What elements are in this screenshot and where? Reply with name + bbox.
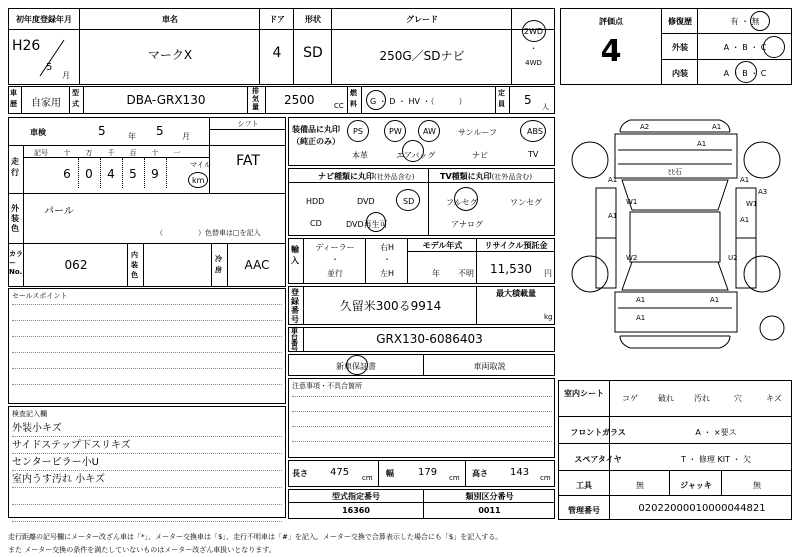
- diagram-a1-left: A1: [608, 176, 618, 184]
- inspector-note: センターピラー小U: [12, 454, 282, 471]
- shift-value: FAT: [236, 153, 260, 169]
- body-shape: SD: [303, 45, 323, 61]
- height-unit: cm: [540, 474, 551, 482]
- sales-point-line: [12, 320, 282, 321]
- inspector-blank-line: [12, 488, 282, 505]
- inspector-note: 室内うす汚れ 小キズ: [12, 471, 282, 488]
- jack-label: ジャッキ: [680, 481, 712, 490]
- hdd-option: HDD: [306, 197, 325, 206]
- odometer-unit-label: 万: [85, 149, 93, 157]
- designation-label: 型式指定番号: [332, 492, 380, 501]
- odometer-digit: 6: [63, 167, 71, 181]
- seat-column-1: 破れ: [658, 394, 674, 403]
- inspection-year: 5: [98, 124, 106, 138]
- registration-label: 登録番号: [291, 288, 299, 324]
- name-label: 車名: [162, 15, 178, 24]
- shift-label: シフト: [237, 120, 259, 128]
- diagram-a3-right: A3: [758, 188, 768, 196]
- registration-number: 久留米300る9914: [339, 299, 442, 313]
- parallel-option: 並行: [327, 269, 343, 278]
- dealer-option: ディーラー: [315, 243, 355, 252]
- right-hand-option: 右H: [379, 243, 394, 252]
- odometer-unit-label: 一: [173, 149, 181, 157]
- odometer-separator: [144, 158, 145, 188]
- odometer-unit-label: 千: [107, 149, 115, 157]
- sales-point-line: [12, 384, 282, 385]
- first-reg-year: H26: [12, 38, 41, 54]
- sales-point-line: [12, 336, 282, 337]
- drive-2wd: 2WD: [523, 27, 544, 36]
- length-unit: cm: [362, 474, 373, 482]
- length-label: 長さ: [292, 469, 308, 478]
- month-unit: 月: [62, 71, 70, 80]
- manual-label: 車両取説: [473, 362, 506, 371]
- door-count: 4: [272, 45, 282, 61]
- leather-option: 本革: [352, 151, 368, 160]
- class-number: 0011: [478, 506, 501, 515]
- exterior-color: パール: [44, 206, 74, 217]
- management-number: 02022000010000044821: [638, 503, 766, 514]
- odometer-unit-label: 十: [63, 149, 71, 157]
- mileage-label: 走行: [11, 157, 19, 177]
- tools-label: 工具: [576, 481, 592, 490]
- equipment-label: 装備品に丸印（純正のみ）: [292, 125, 340, 146]
- odometer-separator: [100, 158, 101, 188]
- jack-value: 無: [753, 481, 761, 490]
- management-label: 管理番号: [568, 506, 600, 515]
- odometer-digit: 9: [151, 167, 159, 181]
- diagram-wheel-fr: [744, 142, 780, 178]
- diagram-a2-front: A2: [640, 123, 650, 131]
- diagram-a1-right2: A1: [740, 216, 750, 224]
- inspection-label: 車検: [30, 128, 46, 137]
- diagram-a1-rear: A1: [636, 296, 646, 304]
- width-value: 179: [418, 467, 438, 478]
- color-note: （ ）色替車は□を記入: [156, 229, 261, 237]
- diagram-w1-right: W1: [746, 200, 758, 208]
- capacity-unit: 人: [542, 103, 549, 111]
- guarantee-label: 新車保証書: [336, 362, 376, 371]
- shape-label: 形状: [305, 15, 321, 24]
- km-label: km: [192, 176, 205, 185]
- odometer-unit-label: 十: [151, 149, 159, 157]
- model-year-unknown: 不明: [458, 269, 474, 278]
- model-year-label: モデル年式: [422, 241, 463, 250]
- sales-point-box: [8, 288, 286, 404]
- seat-column-2: 汚れ: [694, 394, 710, 403]
- diagram-u2: U2: [728, 254, 738, 262]
- dvd-play-circle: [366, 212, 386, 232]
- door-label: ドア: [269, 15, 285, 24]
- odometer-separator: [78, 158, 79, 188]
- diagram-a1-left2: A1: [608, 212, 618, 220]
- tv-type-label: TV種類に丸印(社外品含む): [440, 172, 533, 181]
- diagram-wheel-rr: [744, 256, 780, 292]
- chassis-label: 車台番号: [291, 327, 298, 353]
- notes-line: [292, 396, 552, 397]
- sales-point-line: [12, 304, 282, 305]
- sales-point-line: [12, 352, 282, 353]
- recycle-fee: 11,530: [490, 262, 532, 276]
- width-label: 幅: [386, 469, 394, 478]
- exterior-c-circle: [763, 36, 785, 58]
- fullseg-circle: [454, 187, 478, 211]
- import-label: 輸入: [291, 245, 299, 265]
- length-value: 475: [330, 467, 350, 478]
- car-diagram: [560, 110, 792, 382]
- diagram-rear-outline: [620, 336, 730, 348]
- pw-circle: [384, 120, 406, 142]
- notes-label: 注意事項・不具合箇所: [292, 382, 362, 390]
- abs-option: ABS: [527, 127, 543, 136]
- interior-color-label: 内装色: [131, 251, 138, 279]
- analog-option: アナログ: [451, 220, 483, 229]
- model-year-unit: 年: [432, 269, 440, 278]
- model-type: DBA-GRX130: [126, 93, 206, 107]
- drive-4wd: 4WD: [525, 59, 542, 67]
- interior-options: A ・ B ・ C: [723, 69, 767, 78]
- ac-value: AAC: [244, 258, 270, 272]
- recycle-unit: 円: [544, 269, 552, 278]
- spare-tire-value: T ・ 修理 KIT ・ 欠: [680, 455, 752, 464]
- inspector-note: 外装小キズ: [12, 420, 282, 437]
- exterior-options: A ・ B ・ C: [723, 43, 767, 52]
- recycle-label: リサイクル預託金: [484, 241, 548, 250]
- diagram-a1-bottom: A1: [636, 314, 646, 322]
- odometer-separator: [166, 158, 167, 188]
- aw-circle: [418, 120, 440, 142]
- guarantee-circle: [346, 355, 368, 375]
- sunroof-option: サンルーフ: [458, 128, 497, 137]
- seat-column-0: コゲ: [622, 394, 638, 403]
- ps-circle: [347, 120, 369, 142]
- inspector-label: 検査記入欄: [12, 410, 47, 418]
- spare-tire-label: スペアタイヤ: [574, 455, 622, 464]
- left-hand-option: 左H: [379, 269, 394, 278]
- sales-point-line: [12, 368, 282, 369]
- designation-number: 16360: [342, 506, 370, 515]
- aw-option: AW: [423, 127, 436, 136]
- oneseg-option: ワンセグ: [510, 198, 542, 207]
- inspector-note: サイドステップ下スリキズ: [12, 437, 282, 454]
- grade-value: 250G／SDナビ: [379, 49, 465, 63]
- inspection-month-unit: 月: [182, 132, 190, 141]
- windshield-label: フロントガラス: [570, 428, 626, 437]
- km-circle: [188, 172, 208, 188]
- type-label: 型式: [72, 89, 79, 108]
- first-reg-month: 5: [46, 62, 53, 73]
- fuel-options: G ・ D ・ HV ・（ ）: [370, 97, 467, 106]
- interior-seat-label: 室内シート: [564, 389, 604, 398]
- displacement-label: 排気量: [252, 87, 259, 111]
- score-label: 評価点: [599, 17, 623, 26]
- ps-option: PS: [353, 127, 363, 136]
- diagram-wheel-rl: [572, 256, 608, 292]
- displacement: 2500: [284, 93, 315, 107]
- odometer-digit: 5: [129, 167, 137, 181]
- navi-type-label: ナビ種類に丸印(社外品含む): [318, 172, 415, 181]
- notes-line: [292, 411, 552, 412]
- height-value: 143: [510, 467, 530, 478]
- odometer-digit: 4: [107, 167, 115, 181]
- airbag-option: エアバッグ: [396, 151, 436, 160]
- color-no: 062: [64, 258, 88, 272]
- footer-note-2: また メーター交換の条件を満たしていないものはメーター改ざん車扱いとなります。: [8, 546, 276, 554]
- airbag-circle: [402, 140, 424, 162]
- interior-label: 内装: [672, 69, 688, 78]
- height-label: 高さ: [472, 469, 488, 478]
- capacity: 5: [524, 93, 532, 107]
- diagram-a1-rear2: A1: [710, 296, 720, 304]
- use-value: 自家用: [31, 98, 61, 109]
- fuel-g-circle: [366, 90, 386, 110]
- diagram-rear-window: [622, 262, 728, 290]
- inspection-year-unit: 年: [128, 132, 136, 141]
- score-value: 4: [600, 34, 622, 69]
- class-label: 類別区分番号: [465, 492, 514, 501]
- tv-option: TV: [528, 150, 539, 159]
- sd-circle: [396, 189, 420, 211]
- max-load-unit: kg: [544, 313, 553, 321]
- cd-option: CD: [310, 219, 322, 228]
- symbol-label: 記号: [34, 149, 48, 157]
- dvd-option: DVD: [357, 197, 375, 206]
- seat-column-3: 穴: [734, 394, 742, 403]
- drive-2wd-circle: [522, 20, 546, 42]
- dvd-play-option: DVD再生可: [346, 220, 388, 229]
- exterior-label: 外装: [672, 43, 688, 52]
- diagram-w1-left: W1: [626, 198, 638, 206]
- sd-option: SD: [403, 197, 415, 206]
- diagram-windshield: [622, 180, 728, 210]
- car-name: マークX: [147, 48, 193, 62]
- repair-label: 修復歴: [668, 17, 692, 26]
- notes-line: [292, 441, 552, 442]
- year-label: 初年度登録年月: [16, 15, 72, 24]
- navi-option: ナビ: [472, 151, 488, 160]
- chassis-number: GRX130-6086403: [376, 332, 483, 346]
- sales-point-label: セールスポイント: [12, 292, 68, 300]
- mile-label: マイル: [190, 161, 211, 169]
- use-label: 車歴: [10, 89, 17, 108]
- ac-label: 冷房: [215, 255, 222, 274]
- footer-note-1: 走行距離の記号欄にメーター改ざん車は「*」、メーター交換車は「$」、走行不明車は「#」を記入。メーター交換で合算表示した場合にも「$」を記入する。: [8, 533, 503, 541]
- max-load-label: 最大積載量: [496, 289, 536, 298]
- fuel-label: 燃料: [350, 89, 357, 108]
- odometer-unit-label: 百: [129, 149, 137, 157]
- abs-circle: [520, 120, 546, 142]
- repair-none-circle: [750, 11, 770, 31]
- cc-unit: CC: [334, 102, 344, 110]
- grade-label: グレード: [406, 15, 438, 24]
- inspector-blank-line: [12, 505, 282, 522]
- color-label: 外装色: [11, 204, 19, 233]
- fullseg-option: フルセグ: [446, 198, 478, 207]
- capacity-label: 定員: [498, 89, 505, 108]
- seat-column-4: キズ: [766, 394, 782, 403]
- odometer-separator: [122, 158, 123, 188]
- diagram-hisek: ﾋﾋ石: [668, 168, 682, 176]
- diagram-spare-circle: [760, 316, 784, 340]
- repair-options: 有 ・ 無: [730, 17, 760, 26]
- diagram-a1-right: A1: [740, 176, 750, 184]
- windshield-value: A ・ ×要ス: [695, 428, 737, 437]
- tools-value: 無: [636, 481, 644, 490]
- diagram-a1-hood: A1: [697, 140, 707, 148]
- pw-option: PW: [389, 127, 402, 136]
- inspection-month: 5: [156, 124, 164, 138]
- width-unit: cm: [449, 474, 460, 482]
- diagram-wheel-fl: [572, 142, 608, 178]
- diagram-a1-front: A1: [712, 123, 722, 131]
- diagram-w2: W2: [626, 254, 638, 262]
- odometer-digit: 0: [85, 167, 93, 181]
- interior-b-circle: [735, 61, 757, 83]
- color-no-label: カラーNo.: [9, 250, 23, 276]
- diagram-roof: [630, 212, 720, 262]
- notes-line: [292, 426, 552, 427]
